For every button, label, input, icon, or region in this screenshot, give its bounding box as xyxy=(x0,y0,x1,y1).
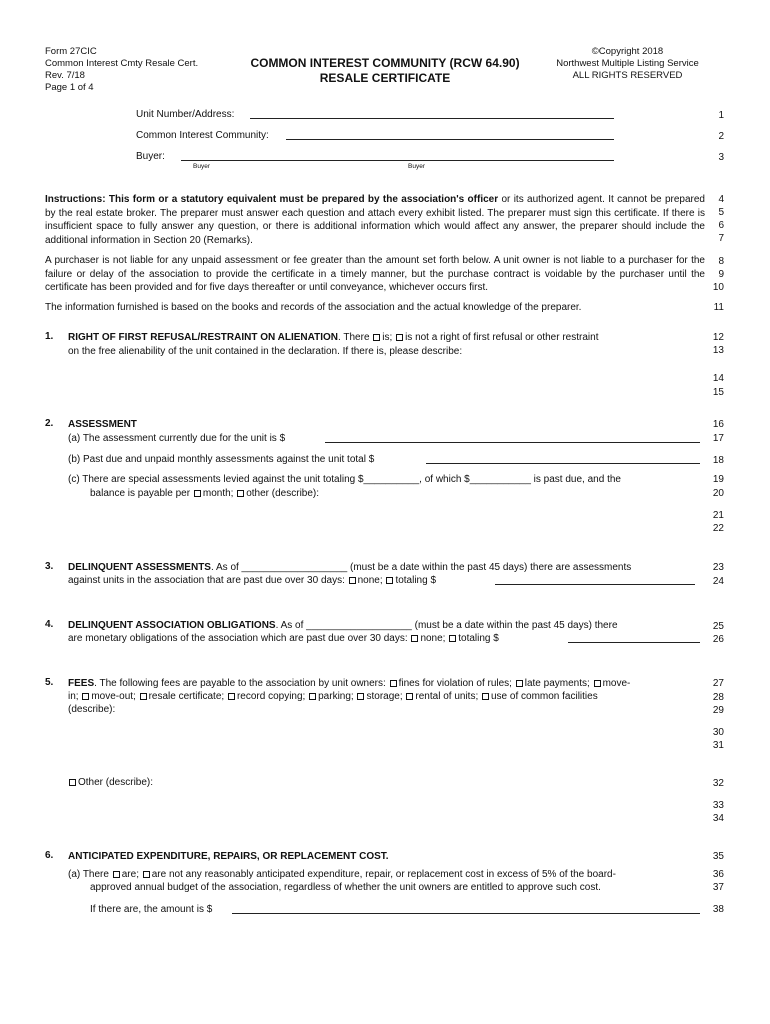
line-number: 14 xyxy=(712,373,724,384)
expenditure-are-checkbox[interactable] xyxy=(113,871,120,878)
other-fees-checkbox[interactable] xyxy=(69,779,76,786)
line-number: 28 xyxy=(712,692,724,703)
line-number: 7 xyxy=(718,233,724,244)
line-number: 9 xyxy=(718,269,724,280)
obligations-totaling-checkbox[interactable] xyxy=(449,635,456,642)
delinquent-totaling-checkbox[interactable] xyxy=(386,577,393,584)
line-number: 8 xyxy=(718,256,724,267)
document-title xyxy=(230,56,540,86)
section-6a-line-2: approved annual budget of the association, regardless of whether the unit owners are entitled to approve such cost. xyxy=(90,882,601,893)
line-number: 34 xyxy=(712,813,724,824)
section-2c-line-1: (c) There are special assessments levied against the unit totaling $__________, of which $___________ is past due, and the xyxy=(68,474,621,485)
line-number: 20 xyxy=(712,488,724,499)
community-field[interactable] xyxy=(286,129,614,140)
section-2c-line-2: balance is payable per month; other (describe): xyxy=(90,488,320,499)
line-number: 22 xyxy=(712,523,724,534)
obligations-none-checkbox[interactable] xyxy=(411,635,418,642)
delinquent-total-field[interactable] xyxy=(495,574,695,585)
section-3-line-1: DELINQUENT ASSESSMENTS. As of ___________________ (must be a date within the past 45 days) there are assessments xyxy=(68,562,632,573)
section-1-number: 1. xyxy=(45,331,54,342)
buyer-sublabel-2: Buyer xyxy=(408,163,425,170)
unit-address-field[interactable] xyxy=(250,108,614,119)
obligations-total-field[interactable] xyxy=(568,632,700,643)
section-1-title: RIGHT OF FIRST REFUSAL/RESTRAINT ON ALIENATION xyxy=(68,332,338,343)
section-2-number: 2. xyxy=(45,418,54,429)
line-number: 1 xyxy=(718,110,724,121)
line-number: 30 xyxy=(712,727,724,738)
line-number: 31 xyxy=(712,740,724,751)
instructions-text: or its authorized agent. It cannot be prepared by the real estate broker. The preparer must answer each question and attach every exhibit listed. The preparer must sign this certificate. If there is insufficient space to fully answer any question, or there is additional information which would affect any answer, the preparer should include the additional information in Section 20 (Remarks). xyxy=(45,194,705,246)
move-in-checkbox[interactable] xyxy=(594,680,601,687)
form-identifier xyxy=(45,46,198,94)
common-facilities-checkbox[interactable] xyxy=(482,693,489,700)
section-4-line-2: are monetary obligations of the association which are past due over 30 days: none; totaling $ xyxy=(68,633,499,644)
line-number: 10 xyxy=(712,282,724,293)
copyright-block xyxy=(545,46,710,82)
rights-line: ALL RIGHTS RESERVED xyxy=(572,70,683,81)
line-number: 29 xyxy=(712,705,724,716)
line-number: 16 xyxy=(712,419,724,430)
line-number: 3 xyxy=(718,152,724,163)
section-4-number: 4. xyxy=(45,619,54,630)
form-name: Common Interest Cmty Resale Cert. xyxy=(45,58,199,69)
section-3-line-2: against units in the association that are past due over 30 days: none; totaling $ xyxy=(68,575,437,586)
section-5-title: FEES xyxy=(68,678,95,689)
title-line-2: RESALE CERTIFICATE xyxy=(319,71,451,85)
section-6a-line-1: (a) There are; are not any reasonably anticipated expenditure, repair, or replacement cost in excess of 5% of the board- xyxy=(68,869,616,880)
section-5-line-2: in; move-out; resale certificate; record copying; parking; storage; rental of units; use of common facilities xyxy=(68,691,598,702)
form-number: Form 27CIC xyxy=(45,46,97,57)
line-number: 36 xyxy=(712,869,724,880)
page-indicator: Page 1 of 4 xyxy=(45,82,94,93)
line-number: 15 xyxy=(712,387,724,398)
parking-checkbox[interactable] xyxy=(309,693,316,700)
instructions-heading: Instructions: This form or a statutory equivalent must be prepared by the association's officer xyxy=(45,194,499,205)
past-due-total-field[interactable] xyxy=(426,453,700,464)
section-5-describe: (describe): xyxy=(68,704,116,715)
line-number: 26 xyxy=(712,634,724,645)
buyer-field[interactable] xyxy=(181,150,614,161)
storage-checkbox[interactable] xyxy=(357,693,364,700)
line-number: 19 xyxy=(712,474,724,485)
resale-certificate-checkbox[interactable] xyxy=(140,693,147,700)
line-number: 35 xyxy=(712,851,724,862)
line-number: 13 xyxy=(712,345,724,356)
title-line-1: COMMON INTEREST COMMUNITY (RCW 64.90) xyxy=(250,56,520,70)
line-number: 38 xyxy=(712,904,724,915)
publisher-line: Northwest Multiple Listing Service xyxy=(556,58,699,69)
late-payments-checkbox[interactable] xyxy=(516,680,523,687)
buyer-label: Buyer: xyxy=(136,151,165,162)
line-number: 17 xyxy=(712,433,724,444)
record-copying-checkbox[interactable] xyxy=(228,693,235,700)
expenditure-are-not-checkbox[interactable] xyxy=(143,871,150,878)
section-3-number: 3. xyxy=(45,561,54,572)
line-number: 27 xyxy=(712,678,724,689)
line-number: 12 xyxy=(712,332,724,343)
line-number: 24 xyxy=(712,576,724,587)
line-number: 32 xyxy=(712,778,724,789)
section-1-is-checkbox[interactable] xyxy=(373,334,380,341)
section-5-line-1: FEES. The following fees are payable to the association by unit owners: fines for violation of rules; late payments; move- xyxy=(68,678,631,689)
form-revision: Rev. 7/18 xyxy=(45,70,85,81)
section-5-number: 5. xyxy=(45,677,54,688)
section-1-is-not-checkbox[interactable] xyxy=(396,334,403,341)
community-label: Common Interest Community: xyxy=(136,130,269,141)
section-1-line-2: on the free alienability of the unit contained in the declaration. If there is, please describe: xyxy=(68,346,463,357)
copyright-line: ©Copyright 2018 xyxy=(591,46,664,57)
unit-address-label: Unit Number/Address: xyxy=(136,109,235,120)
section-6-title: ANTICIPATED EXPENDITURE, REPAIRS, OR REPLACEMENT COST. xyxy=(68,851,389,862)
section-5-other: Other (describe): xyxy=(68,776,153,789)
purchaser-notice: A purchaser is not liable for any unpaid assessment or fee greater than the amount set forth below. A unit owner is not liable to a purchaser for the failure or delay of the association to provide the certificate in a timely manner, but the purchase contract is voidable by the purchaser until the certificate has been provided and for five days thereafter or until conveyance, whichever occurs first. xyxy=(45,255,705,293)
line-number: 37 xyxy=(712,882,724,893)
section-1-line-1: RIGHT OF FIRST REFUSAL/RESTRAINT ON ALIENATION. There is; is not a right of first refusal or other restraint xyxy=(68,332,599,343)
line-number: 5 xyxy=(718,207,724,218)
section-2a-text: (a) The assessment currently due for the unit is $ xyxy=(68,433,286,444)
section-4-line-1: DELINQUENT ASSOCIATION OBLIGATIONS. As of ___________________ (must be a date within the past 45 days) there xyxy=(68,620,618,631)
assessment-due-field[interactable] xyxy=(325,432,700,443)
move-out-checkbox[interactable] xyxy=(82,693,89,700)
section-2b-text: (b) Past due and unpaid monthly assessments against the unit total $ xyxy=(68,454,375,465)
section-6-number: 6. xyxy=(45,850,54,861)
delinquent-none-checkbox[interactable] xyxy=(349,577,356,584)
information-statement: The information furnished is based on the books and records of the association and the actual knowledge of the preparer. xyxy=(45,302,582,313)
instructions-paragraph xyxy=(45,193,705,247)
line-number: 21 xyxy=(712,510,724,521)
line-number: 6 xyxy=(718,220,724,231)
buyer-sublabel-1: Buyer xyxy=(193,163,210,170)
other-checkbox[interactable] xyxy=(237,490,244,497)
section-4-title: DELINQUENT ASSOCIATION OBLIGATIONS xyxy=(68,620,276,631)
line-number: 23 xyxy=(712,562,724,573)
monthly-checkbox[interactable] xyxy=(194,490,201,497)
section-3-title: DELINQUENT ASSESSMENTS xyxy=(68,562,211,573)
line-number: 4 xyxy=(718,194,724,205)
line-number: 18 xyxy=(712,455,724,466)
line-number: 2 xyxy=(718,131,724,142)
fines-checkbox[interactable] xyxy=(390,680,397,687)
rental-checkbox[interactable] xyxy=(406,693,413,700)
expenditure-amount-field[interactable] xyxy=(232,903,700,914)
line-number: 33 xyxy=(712,800,724,811)
line-number: 11 xyxy=(713,302,724,313)
section-6a-amount-label: If there are, the amount is $ xyxy=(90,904,213,915)
line-number: 25 xyxy=(712,621,724,632)
section-2-title: ASSESSMENT xyxy=(68,419,137,430)
